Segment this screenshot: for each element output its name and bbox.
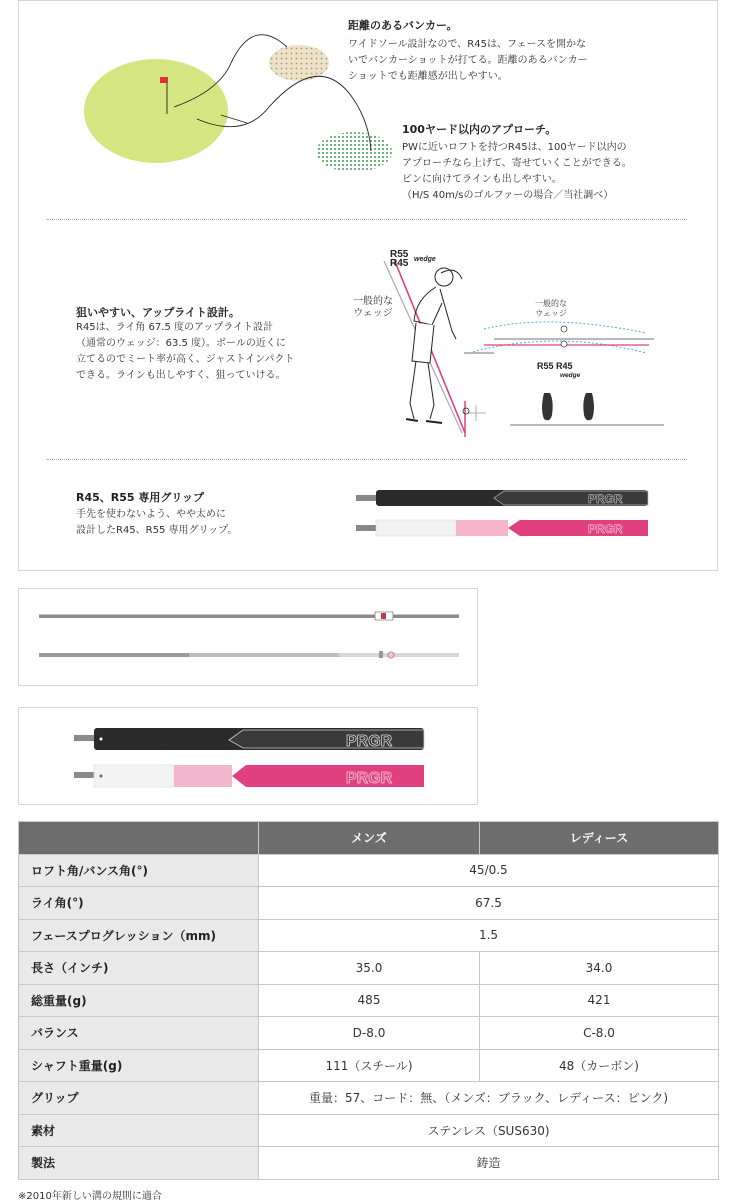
row-value: 1.5: [259, 919, 719, 952]
shaft-image: [19, 589, 477, 685]
model-label-r55: R55: [390, 249, 409, 260]
svg-text:PRGR: PRGR: [588, 492, 623, 506]
table-row: [19, 984, 719, 1017]
row-label: 総重量(g): [19, 984, 259, 1017]
pin-flag-icon: [160, 77, 168, 83]
table-row: [19, 887, 719, 920]
approach-description: PWに近いロフトを持つR45は、100ヤード以内の アプローチなら上げて、寄せていくことができる。 ピンに向けてラインも出しやすい。 （H/S 40m/sのゴルファーの場合／当社調べ）: [402, 142, 632, 201]
row-value-mens: 111（スチール): [259, 1049, 480, 1082]
grip-image-large: [19, 708, 477, 804]
spec-table: [18, 821, 719, 1180]
row-value-ladies: C-8.0: [480, 1017, 719, 1050]
table-header-row: [19, 822, 719, 855]
header-mens: メンズ: [259, 822, 480, 855]
row-value-ladies: 421: [480, 984, 719, 1017]
rough-icon: [316, 132, 392, 172]
row-label: バランス: [19, 1017, 259, 1050]
svg-text:PRGR: PRGR: [588, 522, 623, 536]
upright-title: 狙いやすい、アップライト設計。: [76, 306, 240, 319]
grip-title: R45、R55 専用グリップ: [76, 491, 204, 504]
upright-description: R45は、ライ角 67.5 度のアップライト設計 （通常のウェッジ：63.5 度）。ボールの近くに 立てるのでミート率が高く、ジャストインパクト できる。ラインも出しやすく、狙っていける。: [76, 322, 295, 381]
row-value-ladies: 34.0: [480, 952, 719, 985]
row-value-ladies: 48（カーボン): [480, 1049, 719, 1082]
row-value-mens: D-8.0: [259, 1017, 480, 1050]
bunker-title: 距離のあるバンカー。: [348, 19, 458, 32]
row-label: 製法: [19, 1147, 259, 1180]
green-icon: [84, 59, 228, 163]
svg-text:wedge: wedge: [560, 372, 581, 379]
row-value: 重量：57、コード：無、（メンズ：ブラック、レディース：ピンク): [259, 1082, 719, 1115]
table-row: [19, 952, 719, 985]
footnote: ※2010年新しい溝の規則に適合: [18, 1191, 162, 1200]
general-wedge-small-label: 一般的な ウェッジ: [535, 299, 567, 318]
general-wedge-label: 一般的な ウェッジ: [353, 296, 393, 319]
svg-text:R55 R45: R55 R45: [537, 361, 573, 371]
table-row: [19, 1147, 719, 1180]
svg-text:PRGR: PRGR: [346, 733, 393, 750]
right-foot-icon: [583, 393, 594, 420]
grip-description: 手先を使わないよう、やや太めに 設計したR45、R55 専用グリップ。: [76, 509, 238, 536]
row-label: 素材: [19, 1114, 259, 1147]
row-label: ライ角(°): [19, 887, 259, 920]
approach-title: 100ヤード以内のアプローチ。: [402, 123, 557, 136]
header-blank: [19, 822, 259, 855]
row-label: シャフト重量(g): [19, 1049, 259, 1082]
row-value: 45/0.5: [259, 854, 719, 887]
table-row: [19, 919, 719, 952]
row-value: 67.5: [259, 887, 719, 920]
header-ladies: レディース: [480, 822, 719, 855]
divider: [47, 459, 687, 460]
grip-image-small: [354, 485, 654, 543]
row-label: グリップ: [19, 1082, 259, 1115]
row-label: フェースプログレッション（mm): [19, 919, 259, 952]
table-row: [19, 1017, 719, 1050]
bunker-description: ワイドソール設計なので、R45は、フェースを開かな いでバンカーショットが打てる。距離のあるバンカー ショットでも距離感が出しやすい。: [348, 39, 588, 82]
row-value-mens: 35.0: [259, 952, 480, 985]
table-row: [19, 1114, 719, 1147]
row-value: ステンレス（SUS630): [259, 1114, 719, 1147]
row-value-mens: 485: [259, 984, 480, 1017]
svg-text:wedge: wedge: [414, 256, 436, 263]
row-value: 鋳造: [259, 1147, 719, 1180]
table-row: [19, 1082, 719, 1115]
model-label-r45: R45: [390, 258, 409, 269]
divider: [47, 219, 687, 220]
left-foot-icon: [542, 393, 553, 420]
table-row: [19, 854, 719, 887]
table-row: [19, 1049, 719, 1082]
features-panel: [18, 0, 718, 571]
row-label: ロフト角/バンス角(°): [19, 854, 259, 887]
svg-text:PRGR: PRGR: [346, 770, 393, 787]
grip-image-box: [18, 707, 478, 805]
row-label: 長さ（インチ): [19, 952, 259, 985]
shaft-image-box: [18, 588, 478, 686]
